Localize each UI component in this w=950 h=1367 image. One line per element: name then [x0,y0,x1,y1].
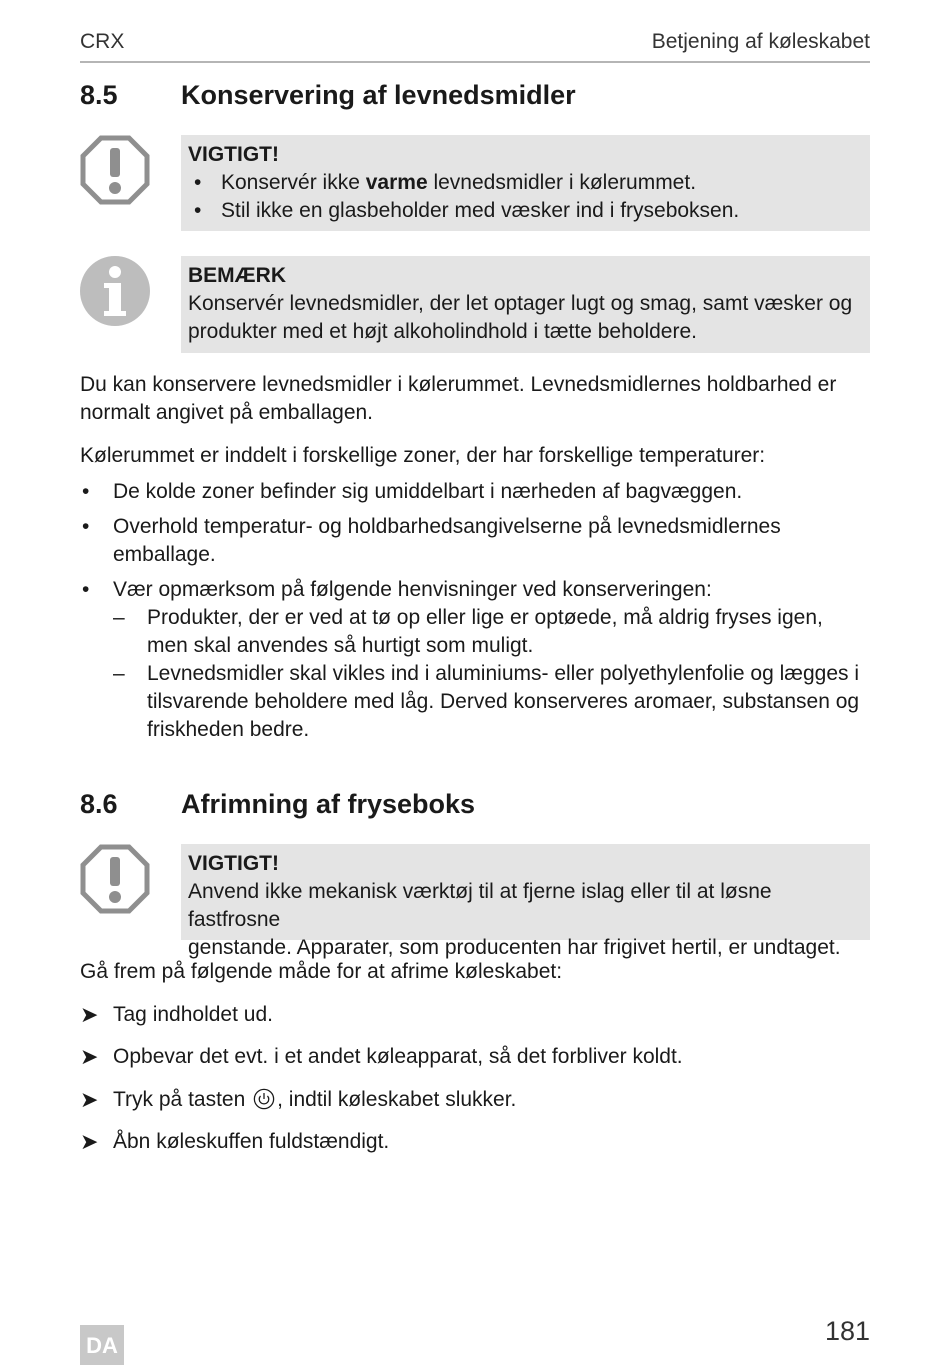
section-number: 8.5 [80,80,118,110]
important-item: • Stil ikke en glasbeholder med væsker ind i fryseboksen. [188,197,862,225]
info-icon [80,256,150,326]
header-product: CRX [80,30,125,53]
step-item: ➤ Tag indholdet ud. [80,1002,273,1027]
step-item: ➤ Tryk på tasten , indtil køleskabet slukker. [80,1087,517,1112]
section-title: Afrimning af fryseboks [181,789,476,819]
bullet-list [80,478,870,744]
important-title: VIGTIGT! [188,143,279,166]
important-box [181,844,870,959]
step-item: ➤ Åbn køleskuffen fuldstændigt. [80,1129,390,1154]
list-item: • Overhold temperatur- og holdbarhedsangivelserne på levnedsmidlernes emballage. [80,513,870,569]
step-item: ➤ Opbevar det evt. i et andet køleapparat, så det forbliver koldt. [80,1044,683,1069]
note-title: BEMÆRK [188,264,286,287]
arrow-icon: ➤ [80,1087,99,1112]
important-box [181,135,870,231]
section-8-5-heading [80,80,870,114]
paragraph: Kølerummet er inddelt i forskellige zoner, der har forskellige temperaturer: [80,444,766,467]
section-title: Konservering af levnedsmidler [181,80,576,110]
warning-icon [80,135,150,205]
important-title: VIGTIGT! [188,852,279,875]
warning-icon [80,844,150,914]
arrow-icon: ➤ [80,1044,99,1069]
list-item: • Vær opmærksom på følgende henvisninger ved konserveringen: – Produkter, der er ved at tø op eller lige er optøede, må aldrig fryses igen, men skal anvendes så hurtigt som muligt. – Levnedsmidler skal vikles ind i aluminiums- eller polyethylenfolie og lægges i tilsvarende beholdere med låg. Derved konserveres aromaer, substansen og friskheden bedre. [80,576,870,744]
header-chapter: Betjening af køleskabet [651,30,870,53]
language-tab: DA [80,1325,124,1365]
list-item: • De kolde zoner befinder sig umiddelbart i nærheden af bagvæggen. [80,478,870,506]
arrow-icon: ➤ [80,1002,99,1027]
sub-list-item: – Produkter, der er ved at tø op eller lige er optøede, må aldrig fryses igen, men skal anvendes så hurtigt som muligt. [113,604,870,660]
important-text-line: Anvend ikke mekanisk værktøj til at fjerne islag eller til at løsne fastfrosne [188,880,772,931]
note-box [181,256,870,353]
page-number: 181 [824,1316,870,1346]
emphasis: varme [365,171,428,194]
section-number: 8.6 [80,789,118,819]
section-8-6-heading [80,789,870,823]
important-text-line: genstande. Apparater, som producenten har frigivet hertil, er undtaget. [188,936,841,959]
note-text-line: produkter med et højt alkoholindhold i tætte beholdere. [188,320,697,343]
sub-list-item: – Levnedsmidler skal vikles ind i aluminiums- eller polyethylenfolie og lægges i tilsvarende beholdere med låg. Derved konserveres aromaer, substansen og friskheden bedre. [113,660,870,744]
important-item: • Konservér ikke varme levnedsmidler i kølerummet. [188,169,862,197]
paragraph: Gå frem på følgende måde for at afrime køleskabet: [80,960,563,983]
header-divider [80,61,870,63]
power-button-icon [253,1088,275,1110]
paragraph: Du kan konservere levnedsmidler i kølerummet. Levnedsmidlernes holdbarhed er normalt angivet på emballagen. [80,373,837,424]
note-text-line: Konservér levnedsmidler, der let optager lugt og smag, samt væsker og [188,292,853,315]
important-list [188,169,862,225]
arrow-icon: ➤ [80,1129,99,1154]
